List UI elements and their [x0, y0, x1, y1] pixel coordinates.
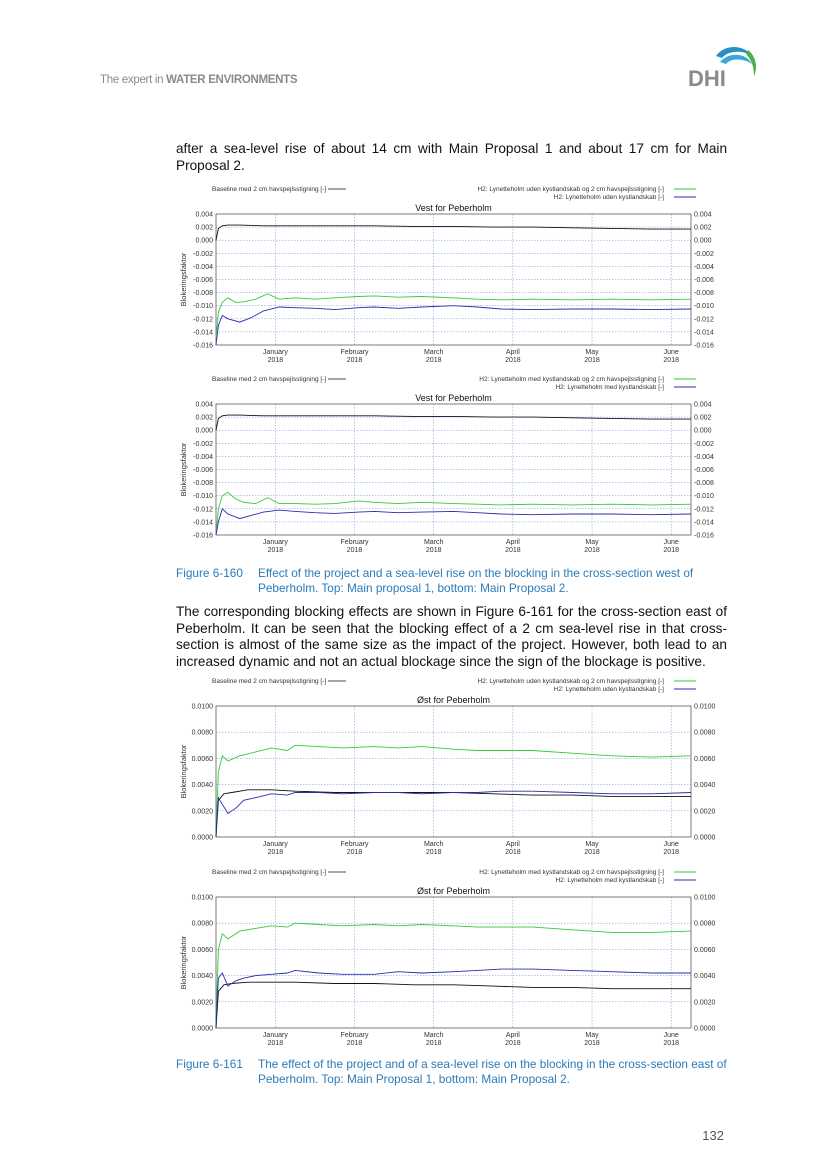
x-tick-label: February [340, 841, 369, 848]
series-line-1 [216, 745, 691, 830]
tagline-prefix: The expert in [100, 74, 167, 86]
y-tick-label-right: -0.006 [694, 277, 714, 284]
x-tick-year: 2018 [346, 357, 363, 364]
y-tick-label-right: 0.0060 [694, 946, 716, 954]
y-tick-label-right: -0.016 [694, 532, 714, 540]
legend-entry-1: H2: Lynetteholm med kystlandskab og 2 cm havspejlsstigning [-] [479, 869, 664, 876]
y-tick-label-right: 0.002 [694, 224, 712, 232]
x-tick-year: 2018 [663, 1040, 679, 1047]
y-tick-label-right: 0.0000 [694, 1025, 716, 1033]
y-tick-label-right: 0.0000 [694, 834, 716, 842]
chart-3 [176, 866, 731, 1056]
caption-2-text: The effect of the project and of a sea-level rise on the blocking in the cross-section east of Peberholm. Top: Main Proposal 1, bottom: Main Proposal 2. [258, 1057, 727, 1086]
y-tick-label: 0.0080 [191, 920, 213, 928]
y-tick-label: -0.004 [193, 263, 213, 271]
x-tick-year: 2018 [584, 1040, 600, 1047]
y-tick-label-right: 0.0080 [694, 729, 716, 737]
y-tick-label: -0.006 [193, 277, 213, 284]
series-line-0 [216, 982, 691, 1028]
x-tick-label: February [340, 1032, 369, 1039]
chart-title: Vest for Peberholm [415, 393, 492, 403]
y-tick-label: -0.016 [193, 342, 213, 350]
x-tick-label: February [340, 539, 369, 546]
caption-1-text: Effect of the project and a sea-level rise on the blocking in the cross-section west of Peberholm. Top: Main proposal 1, bottom: Main Proposal 2. [258, 566, 694, 595]
legend-entry-1: H2: Lynetteholm uden kystlandskab og 2 cm havspejlsstigning [-] [477, 678, 664, 685]
x-tick-label: January [262, 1032, 288, 1039]
y-tick-label-right: 0.0040 [694, 973, 716, 981]
y-tick-label: 0.004 [195, 211, 213, 219]
legend-entry-2: H2: Lynetteholm uden kystlandskab [-] [553, 194, 664, 201]
x-tick-year: 2018 [425, 849, 442, 856]
plot-frame [216, 897, 691, 1028]
x-tick-year: 2018 [267, 547, 284, 554]
y-tick-label-right: -0.002 [694, 440, 714, 448]
x-tick-year: 2018 [267, 849, 284, 856]
y-tick-label: 0.002 [195, 414, 213, 422]
legend-entry-2: H2: Lynetteholm uden kystlandskab [-] [553, 686, 664, 693]
figure-caption-1 [176, 566, 731, 595]
header-tagline [100, 74, 297, 86]
tagline-bold: WATER ENVIRONMENTS [166, 74, 298, 86]
x-tick-label: January [262, 539, 288, 546]
y-tick-label: 0.0000 [191, 834, 213, 842]
y-tick-label: -0.010 [193, 493, 213, 501]
y-tick-label-right: -0.004 [694, 453, 714, 461]
y-tick-label-right: -0.014 [694, 329, 714, 337]
y-tick-label-right: 0.0040 [694, 782, 716, 790]
x-tick-year: 2018 [346, 849, 363, 856]
y-tick-label: 0.0040 [191, 973, 213, 981]
x-tick-label: June [663, 841, 679, 848]
y-axis-label: Blokeringsfaktor [179, 935, 188, 990]
x-tick-year: 2018 [267, 1040, 284, 1047]
y-tick-label: 0.0080 [191, 729, 213, 737]
y-tick-label-right: 0.004 [694, 401, 712, 409]
chart-0 [176, 183, 731, 373]
y-tick-label: 0.0040 [191, 782, 213, 790]
x-tick-label: March [423, 539, 444, 546]
y-tick-label-right: 0.0080 [694, 920, 716, 928]
legend-baseline: Baseline med 2 cm havspejlsstigning [-] [212, 869, 327, 876]
x-tick-year: 2018 [425, 1040, 442, 1047]
x-tick-label: April [505, 349, 520, 356]
y-tick-label: -0.008 [193, 480, 213, 488]
x-tick-label: April [505, 539, 520, 546]
caption-1-number: Figure 6-160 [176, 566, 243, 580]
y-tick-label: -0.010 [193, 303, 213, 311]
x-tick-label: March [423, 1032, 444, 1039]
series-line-0 [216, 790, 691, 837]
x-tick-year: 2018 [346, 547, 363, 554]
y-tick-label: 0.0020 [191, 808, 213, 816]
chart-title: Vest for Peberholm [415, 203, 492, 213]
x-tick-year: 2018 [584, 849, 600, 856]
legend-baseline: Baseline med 2 cm havspejlsstigning [-] [212, 186, 327, 193]
x-tick-label: April [505, 1032, 520, 1039]
x-tick-label: January [262, 841, 288, 848]
x-tick-year: 2018 [346, 1040, 363, 1047]
caption-2-number: Figure 6-161 [176, 1057, 243, 1071]
y-tick-label: -0.004 [193, 453, 213, 461]
y-tick-label: -0.014 [193, 519, 213, 527]
x-tick-year: 2018 [663, 357, 679, 364]
y-tick-label: -0.012 [193, 506, 213, 514]
y-tick-label-right: 0.0100 [694, 703, 716, 711]
dhi-logo [686, 42, 758, 92]
series-line-0 [216, 225, 691, 240]
legend-baseline: Baseline med 2 cm havspejlsstigning [-] [212, 678, 327, 685]
x-tick-year: 2018 [505, 547, 521, 554]
y-tick-label: -0.012 [193, 316, 213, 324]
paragraph-1: after a sea-level rise of about 14 cm with Main Proposal 1 and about 17 cm for Main Proposal 2. [176, 141, 727, 173]
y-tick-label-right: 0.0060 [694, 755, 716, 763]
x-tick-year: 2018 [663, 547, 679, 554]
y-tick-label: -0.016 [193, 532, 213, 540]
x-tick-year: 2018 [425, 547, 442, 554]
y-tick-label-right: -0.010 [694, 493, 714, 501]
y-tick-label-right: -0.014 [694, 519, 714, 527]
y-tick-label: 0.000 [195, 237, 213, 245]
y-axis-label: Blokeringsfaktor [179, 744, 188, 799]
y-tick-label-right: 0.0020 [694, 999, 716, 1007]
y-tick-label: 0.002 [195, 224, 213, 232]
x-tick-year: 2018 [584, 547, 600, 554]
x-tick-label: March [423, 841, 444, 848]
x-tick-label: January [262, 349, 288, 356]
figure-caption-2 [176, 1057, 731, 1086]
y-tick-label: -0.008 [193, 290, 213, 298]
y-axis-label: Blokeringsfaktor [179, 442, 188, 497]
y-tick-label-right: 0.0020 [694, 808, 716, 816]
y-tick-label: 0.0060 [191, 755, 213, 763]
y-tick-label: -0.006 [193, 467, 213, 474]
y-tick-label-right: -0.004 [694, 263, 714, 271]
y-tick-label-right: -0.010 [694, 303, 714, 311]
page-number: 132 [702, 1128, 724, 1143]
y-axis-label: Blokeringsfaktor [179, 252, 188, 307]
x-tick-label: June [663, 349, 679, 356]
x-tick-year: 2018 [505, 849, 521, 856]
plot-frame [216, 706, 691, 837]
series-line-2 [216, 969, 691, 1021]
y-tick-label-right: 0.0100 [694, 894, 716, 902]
x-tick-year: 2018 [663, 849, 679, 856]
x-tick-label: June [663, 539, 679, 546]
y-tick-label-right: -0.016 [694, 342, 714, 350]
y-tick-label: -0.002 [193, 440, 213, 448]
y-tick-label: -0.002 [193, 250, 213, 258]
y-tick-label: 0.004 [195, 401, 213, 409]
y-tick-label-right: 0.004 [694, 211, 712, 219]
y-tick-label-right: 0.000 [694, 427, 712, 435]
legend-entry-2: H2: Lynetteholm med kystlandskab [-] [555, 384, 664, 391]
y-tick-label-right: -0.012 [694, 506, 714, 514]
x-tick-label: March [423, 349, 444, 356]
x-tick-label: May [585, 539, 599, 546]
x-tick-year: 2018 [505, 357, 521, 364]
y-tick-label: -0.014 [193, 329, 213, 337]
x-tick-label: May [585, 349, 599, 356]
series-line-0 [216, 415, 691, 430]
y-tick-label-right: -0.012 [694, 316, 714, 324]
logo-text: DHI [688, 66, 726, 91]
y-tick-label-right: 0.002 [694, 414, 712, 422]
x-tick-year: 2018 [267, 357, 284, 364]
y-tick-label: 0.0000 [191, 1025, 213, 1033]
x-tick-label: May [585, 841, 599, 848]
x-tick-year: 2018 [425, 357, 442, 364]
legend-entry-1: H2: Lynetteholm med kystlandskab og 2 cm havspejlsstigning [-] [479, 376, 664, 383]
y-tick-label-right: -0.002 [694, 250, 714, 258]
x-tick-label: April [505, 841, 520, 848]
y-tick-label-right: -0.006 [694, 467, 714, 474]
x-tick-year: 2018 [584, 357, 600, 364]
y-tick-label: 0.0060 [191, 946, 213, 954]
chart-title: Øst for Peberholm [416, 695, 491, 705]
chart-2 [176, 675, 731, 865]
legend-baseline: Baseline med 2 cm havspejlsstigning [-] [212, 376, 327, 383]
chart-title: Øst for Peberholm [416, 886, 491, 896]
y-tick-label: 0.0100 [191, 703, 213, 711]
x-tick-label: June [663, 1032, 679, 1039]
chart-1 [176, 373, 731, 563]
legend-entry-1: H2: Lynetteholm uden kystlandskab og 2 cm havspejlsstigning [-] [477, 186, 664, 193]
y-tick-label: 0.0100 [191, 894, 213, 902]
paragraph-2: The corresponding blocking effects are shown in Figure 6-161 for the cross-section east of Peberholm. It can be seen that the blocking effect of a 2 cm sea-level rise in that cross-section is almost of the same size as the impact of the project. However, both lead to an increased dynamic and not an actual blockage since the sign of the blockage is positive. [176, 604, 727, 669]
y-tick-label-right: -0.008 [694, 480, 714, 488]
y-tick-label: 0.0020 [191, 999, 213, 1007]
legend-entry-2: H2: Lynetteholm med kystlandskab [-] [555, 877, 664, 884]
y-tick-label-right: -0.008 [694, 290, 714, 298]
x-tick-year: 2018 [505, 1040, 521, 1047]
y-tick-label: 0.000 [195, 427, 213, 435]
x-tick-label: May [585, 1032, 599, 1039]
y-tick-label-right: 0.000 [694, 237, 712, 245]
x-tick-label: February [340, 349, 369, 356]
series-line-2 [216, 306, 691, 345]
